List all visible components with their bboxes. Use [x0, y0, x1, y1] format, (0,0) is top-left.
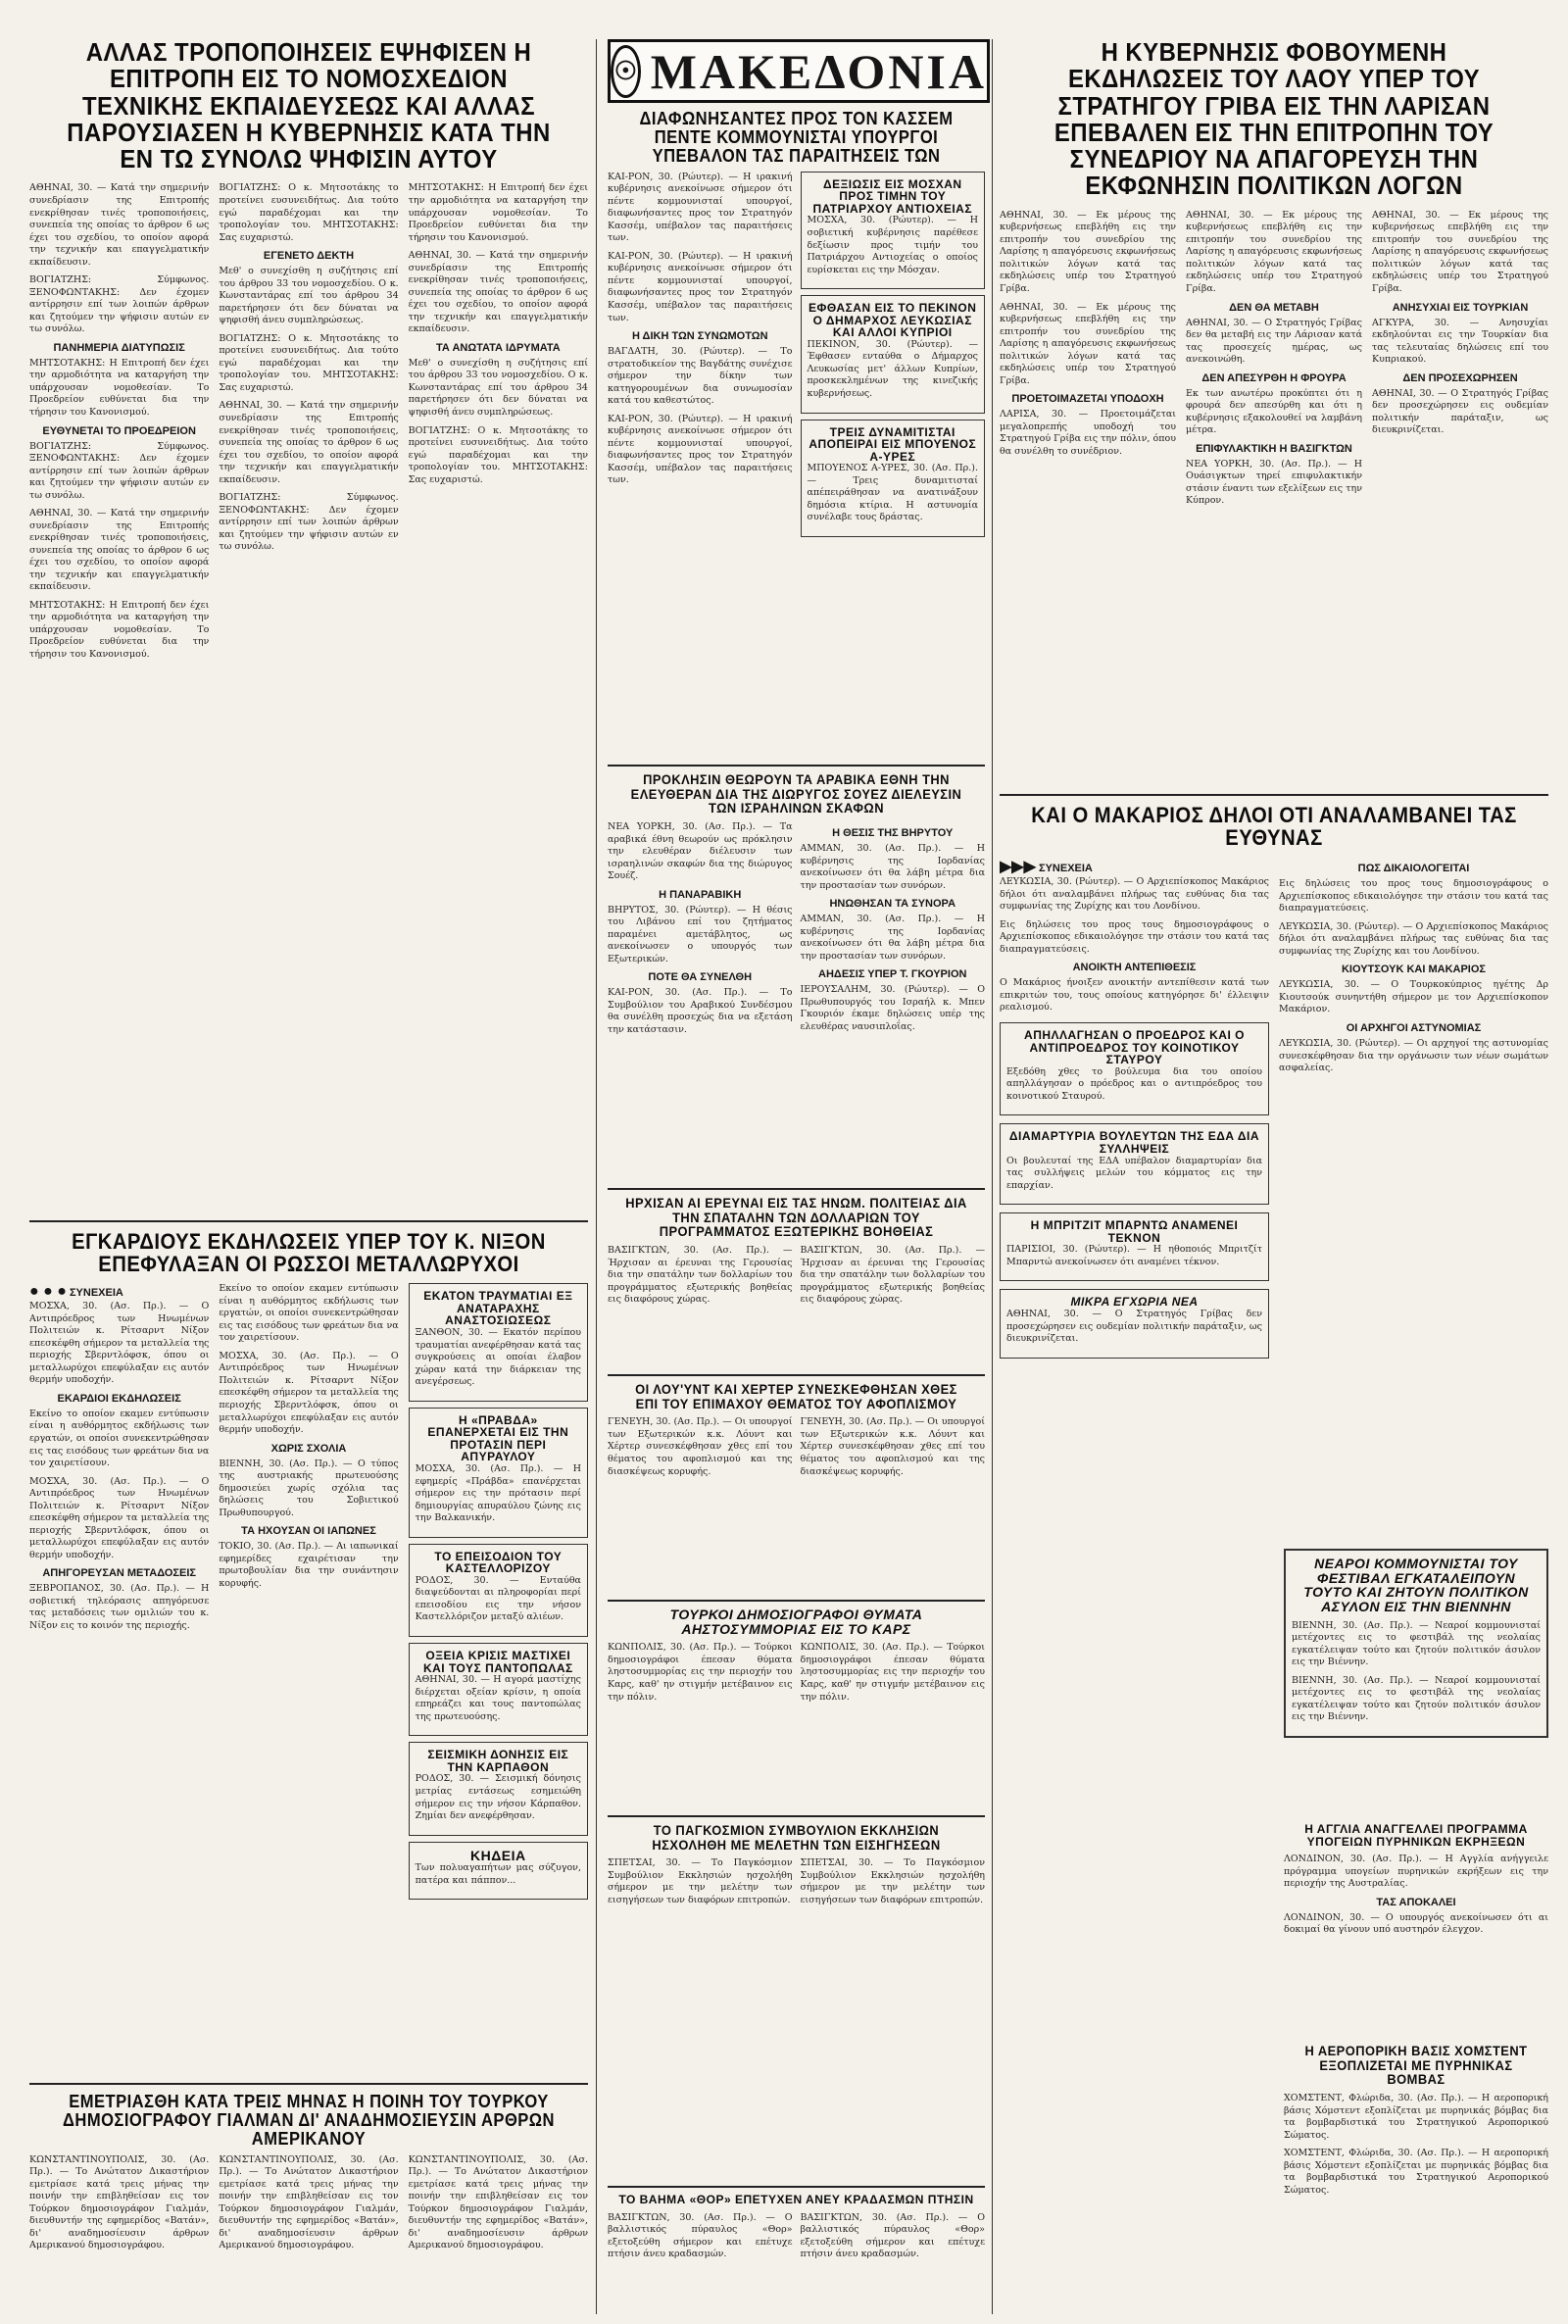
article-paragraph: ΒΟΓΙΑΤΖΗΣ: Ο κ. Μητσοτάκης το προτείνει ευσυνειδήτως. Δια τούτο εγώ παραδέχομαι και την τροπολογίαν του. ΜΗΤΣΟΤΑΚΗΣ: Σας ευχαριστώ. [219, 182, 399, 243]
article-paragraph: ΑΘΗΝΑΙ, 30. — Ο Στρατηγός Γρίβας δεν προσεχώρησεν εις ουδεμίαν πολιτικήν παράταξιν, ως διευκρινίζεται. [1372, 387, 1548, 436]
makarios-headline: ΚΑΙ Ο ΜΑΚΑΡΙΟΣ ΔΗΛΟΙ ΟΤΙ ΑΝΑΛΑΜΒΑΝΕΙ ΤΑΣ ΕΥΘΥΝΑΣ [1031, 803, 1517, 851]
article-paragraph: ΑΜΜΑΝ, 30. (Ασ. Πρ.). — Η κυβέρνησις της Ιορδανίας ανεκοίνωσεν ότι θα λάβη μέτρα δια την προστασίαν των συνόρων. [800, 843, 985, 891]
box-headline: ΕΚΑΤΟΝ ΤΡΑΥΜΑΤΙΑΙ ΕΞ ΑΝΑΤΑΡΑΧΗΣ ΑΝΑΣΤΟΣΙΩΣΕΩΣ [423, 1289, 573, 1328]
article-paragraph: ΒΑΣΙΓΚΤΩΝ, 30. (Ασ. Πρ.). — Ο βαλλιστικός πύραυλος «Θορ» εξετοξεύθη σήμερον και επέτυχε πτήσιν άνευ κραδασμών. [800, 2211, 985, 2260]
subhead: ΧΩΡΙΣ ΣΧΟΛΙΑ [270, 1442, 347, 1455]
article-paragraph: ΒΙΕΝΝΗ, 30. (Ασ. Πρ.). — Νεαροί κομμουνισταί μετέχοντες εις το φεστιβάλ της νεολαίας εγκατέλειψαν τούτο και ζητούν πολιτικόν άσυλον εις την Βιέννην. [1292, 1619, 1541, 1668]
article-paragraph: ΚΑΙ-ΡΟΝ, 30. (Ασ. Πρ.). — Το Συμβούλιον του Αραβικού Συνδέσμου θα συνέλθη προσεχώς δια να εξετάση την κατάστασιν. [608, 987, 793, 1035]
article-paragraph: ΓΕΝΕΥΗ, 30. (Ασ. Πρ.). — Οι υπουργοί των Εξωτερικών κ.κ. Λόυντ και Χέρτερ συνεσκέφθησαν χθες επί του θέματος του αφοπλισμού και της διασκέψεως κορυφής. [608, 1416, 793, 1477]
article-paragraph: ΑΘΗΝΑΙ, 30. — Κατά την σημερινήν συνεδρίασιν της Επιτροπής ενεκρίθησαν τινές τροποποιήσεις, συνεπεία της οποίας το άρθρον 6 ως έχει του σχεδίου, το οποίον αφορά την τεχνικήν και επαγγελματικήν εκπαίδευσιν. [219, 400, 399, 485]
article-paragraph: ΤΟΚΙΟ, 30. (Ασ. Πρ.). — Αι ιαπωνικαί εφημερίδες εχαιρέτισαν την πρωτοβουλίαν δια την συνάντησιν κορυφής. [219, 1541, 399, 1589]
article-paragraph: ΛΕΥΚΩΣΙΑ, 30. (Ρώυτερ). — Οι αρχηγοί της αστυνομίας συνεσκέφθησαν δια την οργάνωσιν των νέων σωμάτων ασφαλείας. [1279, 1037, 1548, 1074]
article-paragraph: ΒΟΓΙΑΤΖΗΣ: Σύμφωνος. ΞΕΝΟΦΩΝΤΑΚΗΣ: Δεν έχομεν αντίρρησιν επί των λοιπών άρθρων και ζητούμεν την ψήφισιν αυτών εν τω συνόλω. [29, 274, 210, 335]
makarios-story [1000, 804, 1548, 1359]
article-paragraph: Εις δηλώσεις του προς τους δημοσιογράφους ο Αρχιεπίσκοπος εδικαιολόγησε την στάσιν του κατά τας διαπραγματεύσεις. [1279, 878, 1548, 915]
article-paragraph: ΒΑΣΙΓΚΤΩΝ, 30. (Ασ. Πρ.). — Ήρχισαν αι έρευναι της Γερουσίας δια την σπατάλην των δολλαρίων του προγράμματος εξωτερικής βοηθείας εις διαφόρους χώρας. [608, 1245, 793, 1306]
subhead: ΠΩΣ ΔΙΚΑΙΟΛΟΓΕΙΤΑΙ [1357, 863, 1470, 875]
subhead: ΠΟΤΕ ΘΑ ΣΥΝΕΛΘΗ [648, 971, 753, 984]
article-paragraph: ΜΟΣΧΑ, 30. (Ασ. Πρ.). — Ο Αντιπρόεδρος των Ηνωμένων Πολιτειών κ. Ρίτσαρντ Νίξον επεσκέφθη σήμερον τα μεταλλεία της περιοχής Σβερντλόφσκ, όπου οι μεταλλωρύχοι επεφύλαξαν εις αυτόν θερμήν υποδοχήν. [29, 1301, 210, 1386]
iraq-headline: ΔΙΑΦΩΝΗΣΑΝΤΕΣ ΠΡΟΣ ΤΟΝ ΚΑΣΣΕΜ ΠΕΝΤΕ ΚΟΜΜΟΥΝΙΣΤΑΙ ΥΠΟΥΡΓΟΙ ΥΠΕΒΑΛΟΝ ΤΑΣ ΠΑΡΑΙΤΗΣΕΙΣ ΤΩΝ [639, 110, 954, 166]
box-headline: ΤΡΕΙΣ ΔΥΝΑΜΙΤΙΣΤΑΙ ΑΠΟΠΕΙΡΑΙ ΕΙΣ ΜΠΟΥΕΝΟΣ Α-ΥΡΕΣ [808, 424, 977, 464]
article-paragraph: ΑΘΗΝΑΙ, 30. — Η αγορά μαστίχης διέρχεται οξείαν κρίσιν, η οποία επηρεάζει και τους παντοπώλας της πρωτευούσης. [415, 1674, 581, 1722]
article-paragraph: ΛΕΥΚΩΣΙΑ, 30. — Ο Τουρκοκύπριος ηγέτης Δρ Κιουτσούκ συνηντήθη σήμερον με τον Αρχιεπίσκοπον Μακάριον. [1279, 979, 1548, 1015]
subhead: ΑΝΗΣΥΧΙΑΙ ΕΙΣ ΤΟΥΡΚΙΑΝ [1392, 301, 1529, 314]
masthead [608, 39, 990, 103]
article-paragraph: ΒΑΣΙΓΚΤΩΝ, 30. (Ασ. Πρ.). — Ήρχισαν αι έρευναι της Γερουσίας δια την σπατάλην των δολλαρίων του προγράμματος εξωτερικής βοηθείας εις διαφόρους χώρας. [800, 1245, 985, 1306]
article-paragraph: ΑΘΗΝΑΙ, 30. — Ο Στρατηγός Γρίβας δεν θα μεταβή εις την Λάρισαν κατά τας προσεχείς ημέρας, ως ανεκοινώθη. [1186, 317, 1362, 366]
article-paragraph: ΑΜΜΑΝ, 30. (Ασ. Πρ.). — Η κυβέρνησις της Ιορδανίας ανεκοίνωσεν ότι θα λάβη μέτρα δια την προστασίαν των συνόρων. [800, 914, 985, 962]
box-bardot [1000, 1212, 1269, 1281]
box-headline: ΑΠΗΛΛΑΓΗΣΑΝ Ο ΠΡΟΕΔΡΟΣ ΚΑΙ Ο ΑΝΤΙΠΡΟΕΔΡΟΣ ΤΟΥ ΚΟΙΝΟΤΙΚΟΥ ΣΤΑΥΡΟΥ [1024, 1027, 1245, 1067]
center-column [608, 110, 985, 2313]
box-headline: ΕΦΘΑΣΑΝ ΕΙΣ ΤΟ ΠΕΚΙΝΟΝ Ο ΔΗΜΑΡΧΟΣ ΛΕΥΚΩΣΙΑΣ ΚΑΙ ΑΛΛΟΙ ΚΥΠΡΙΟΙ [808, 301, 977, 340]
iraq-story [608, 110, 985, 537]
article-paragraph: ΠΑΡΙΣΙΟΙ, 30. (Ρώυτερ). — Η ηθοποιός Μπριτζίτ Μπαρντώ ανεκοίνωσεν ότι αναμένει τέκνον. [1006, 1244, 1262, 1267]
box-headline: ΜΙΚΡΑ ΕΓΧΩΡΙΑ ΝΕΑ [1070, 1295, 1199, 1310]
continued-arrows-icon: ▶▶▶ [1000, 859, 1036, 876]
aid-headline: ΗΡΧΙΣΑΝ ΑΙ ΕΡΕΥΝΑΙ ΕΙΣ ΤΑΣ ΗΝΩΜ. ΠΟΛΙΤΕΙΑΣ ΔΙΑ ΤΗΝ ΣΠΑΤΑΛΗΝ ΤΩΝ ΔΟΛΛΑΡΙΩΝ ΤΟΥ ΠΡΟΓΡΑΜΜΑΤΟΣ ΕΞΩΤΕΡΙΚΗΣ ΒΟΗΘΕΙΑΣ [625, 1195, 967, 1240]
subhead: Η ΠΑΝΑΡΑΒΙΚΗ [659, 888, 742, 901]
continued-label: ΣΥΝΕΧΕΙΑ [69, 1287, 123, 1300]
article-paragraph: ΑΘΗΝΑΙ, 30. — Εκ μέρους της κυβερνήσεως επεβλήθη εις την επιτροπήν του συνεδρίου της Λαρίσης η απαγόρευσις εκφωνήσεως πολιτικών λόγων κατά τας εκδηλώσεις υπέρ του Στρατηγού Γρίβα. [1000, 209, 1176, 294]
article-paragraph: ΚΩΝΠΟΛΙΣ, 30. (Ασ. Πρ.). — Τούρκοι δημοσιογράφοι έπεσαν θύματα ληστοσυμμορίας εις την περιοχήν του Καρς, καθ' ην στιγμήν μετέβαινον εις την πόλιν. [608, 1642, 793, 1703]
article-paragraph: Μεθ' ο συνεχίσθη η συζήτησις επί του άρθρου 33 του νομοσχεδίου. Ο κ. Κωνσταντάρας επί του άρθρου 34 παρετήρησεν ότι δεν δύναται να ψηφισθή άνευ συμπληρώσεως. [408, 357, 588, 418]
subhead: ΚΙΟΥΤΣΟΥΚ ΚΑΙ ΜΑΚΑΡΙΟΣ [1341, 964, 1487, 976]
article-paragraph: ΜΟΣΧΑ, 30. (Ασ. Πρ.). — Ο Αντιπρόεδρος των Ηνωμένων Πολιτειών κ. Ρίτσαρντ Νίξον επεσκέφθη σήμερον τα μεταλλεία της περιοχής Σβερντλόφσκ, όπου οι μεταλλωρύχοι επεφύλαξαν εις αυτόν θερμήν υποδοχήν. [219, 1350, 399, 1436]
homestead-headline: Η ΑΕΡΟΠΟΡΙΚΗ ΒΑΣΙΣ ΧΟΜΣΤΕΝΤ ΕΞΟΠΛΙΖΕΤΑΙ ΜΕ ΠΥΡΗΝΙΚΑΣ ΒΟΜΒΑΣ [1304, 2043, 1528, 2088]
yalman-headline: ΕΜΕΤΡΙΑΣΘΗ ΚΑΤΑ ΤΡΕΙΣ ΜΗΝΑΣ Η ΠΟΙΝΗ ΤΟΥ ΤΟΥΡΚΟΥ ΔΗΜΟΣΙΟΓΡΑΦΟΥ ΓΙΑΛΜΑΝ ΔΙ' ΑΝΑΔΗΜΟΣΙΕΥΣΙΝ ΑΡΘΡΩΝ ΑΜΕΡΙΚΑΝΟΥ [63, 2092, 555, 2149]
vienna-headline: ΝΕΑΡΟΙ ΚΟΜΜΟΥΝΙΣΤΑΙ ΤΟΥ ΦΕΣΤΙΒΑΛ ΕΓΚΑΤΑΛΕΙΠΟΥΝ ΤΟΥΤΟ ΚΑΙ ΖΗΤΟΥΝ ΠΟΛΙΤΙΚΟΝ ΑΣΥΛΟΝ ΕΙΣ ΤΗΝ ΒΙΕΝΝΗΝ [1303, 1556, 1529, 1615]
griva-headline: Η ΚΥΒΕΡΝΗΣΙΣ ΦΟΒΟΥΜΕΝΗ ΕΚΔΗΛΩΣΕΙΣ ΤΟΥ ΛΑΟΥ ΥΠΕΡ ΤΟΥ ΣΤΡΑΤΗΓΟΥ ΓΡΙΒΑ ΕΙΣ ΤΗΝ ΛΑΡΙΣΑΝ ΕΠΕΒΑΛΕΝ ΕΙΣ ΤΗΝ ΕΠΙΤΡΟΠΗΝ ΤΟΥ ΣΥΝΕΔΡΙΟΥ ΝΑ ΑΠΑΓΟΡΕΥΣΗ ΤΗΝ ΕΚΦΩΝΗΣΙΝ ΠΟΛΙΤΙΚΩΝ ΛΟΓΩΝ [1054, 39, 1494, 201]
section-divider [608, 1374, 985, 1376]
box-headline: ΤΟ ΕΠΕΙΣΟΔΙΟΝ ΤΟΥ ΚΑΣΤΕΛΛΟΡΙΖΟΥ [434, 1549, 563, 1576]
article-paragraph: ΜΗΤΣΟΤΑΚΗΣ: Η Επιτροπή δεν έχει την αρμοδιότητα να καταργήση την υπάρχουσαν νομοθεσίαν. Το Προεδρείον ευθύνεται δια την τήρησιν του Κανονισμού. [29, 357, 210, 418]
uk-nuclear-headline: Η ΑΓΓΛΙΑ ΑΝΑΓΓΕΛΛΕΙ ΠΡΟΓΡΑΜΜΑ ΥΠΟΓΕΙΩΝ ΠΥΡΗΝΙΚΩΝ ΕΚΡΗΞΕΩΝ [1304, 1822, 1528, 1849]
subhead: ΔΕΝ ΠΡΟΣΕΧΩΡΗΣΕΝ [1402, 371, 1518, 384]
subhead: ΤΑ ΑΝΩΤΑΤΑ ΙΔΡΥΜΑΤΑ [435, 341, 561, 354]
article-paragraph: ΚΩΝΣΤΑΝΤΙΝΟΥΠΟΛΙΣ, 30. (Ασ. Πρ.). — Το Ανώτατον Δικαστήριον εμετρίασε κατά τρεις μήνας την ποινήν την επιβληθείσαν εις τον Τούρκον δημοσιογράφον Γιαλμάν, διευθυντήν της εφημερίδος «Βατάν», δι' αναδημοσίευσιν άρθρων Αμερικανού δημοσιογράφου. [219, 2153, 399, 2251]
continued-label: ΣΥΝΕΧΕΙΑ [1038, 863, 1093, 875]
left-lead-headline: ΑΛΛΑΣ ΤΡΟΠΟΠΟΙΗΣΕΙΣ ΕΨΗΦΙΣΕΝ Η ΕΠΙΤΡΟΠΗ ΕΙΣ ΤΟ ΝΟΜΟΣΧΕΔΙΟΝ ΤΕΧΝΙΚΗΣ ΕΚΠΑΙΔΕΥΣΕΩΣ ΚΑΙ ΑΛΛΑΣ ΠΑΡΟΥΣΙΑΣΕΝ Η ΚΥΒΕΡΝΗΣΙΣ ΚΑΤΑ ΤΗΝ ΕΝ ΤΩ ΣΥΝΟΛΩ ΨΗΦΙΣΙΝ ΑΥΤΟΥ [67, 39, 551, 174]
article-paragraph: ΜΟΣΧΑ, 30. (Ασ. Πρ.). — Η εφημερίς «Πράβδα» επανέρχεται σήμερον εις την πρότασιν περί δημιουργίας απυραύλου ζώνης εις την Βαλκανικήν. [415, 1463, 581, 1524]
article-paragraph: Εξεδόθη χθες το βούλευμα δια του οποίου απηλλάγησαν ο πρόεδρος και ο αντιπρόεδρος του κοινοτικού Σταυρού. [1006, 1065, 1262, 1102]
article-paragraph: ΚΑΙ-ΡΟΝ, 30. (Ρώυτερ). — Η ιρακινή κυβέρνησις ανεκοίνωσε σήμερον ότι πέντε κομμουνισταί υπουργοί, διαφωνήσαντες προς τον Στρατηγόν Κασσέμ, υπέβαλον τας παραιτήσεις των. [608, 171, 793, 244]
section-divider [29, 1220, 588, 1222]
article-paragraph: Εις δηλώσεις του προς τους δημοσιογράφους ο Αρχιεπίσκοπος εδικαιολόγησε την στάσιν του κατά τας διαπραγματεύσεις. [1000, 918, 1269, 955]
subhead: ΟΙ ΑΡΧΗΓΟΙ ΑΣΤΥΝΟΜΙΑΣ [1346, 1021, 1482, 1034]
uk-nuclear-story [1284, 1823, 1548, 1943]
box-karpathos [409, 1742, 588, 1835]
article-paragraph: ΜΟΣΧΑ, 30. (Ρώυτερ). — Η σοβιετική κυβέρνησις παρέθεσε δεξίωσιν προς τιμήν του Πατριάρχου Αντιοχείας ο οποίος ευρίσκεται εις την Μόσχαν. [807, 215, 978, 275]
box-headline: ΚΗΔΕΙΑ [470, 1847, 526, 1863]
subhead: ΑΗΔΕΣΙΣ ΥΠΕΡ Τ. ΓΚΟΥΡΙΟΝ [818, 968, 967, 981]
section-divider [29, 2083, 588, 2085]
box-headline: ΣΕΙΣΜΙΚΗ ΔΟΝΗΣΙΣ ΕΙΣ ΤΗΝ ΚΑΡΠΑΘΟΝ [427, 1748, 569, 1774]
left-lead-body: ΑΘΗΝΑΙ, 30. — Κατά την σημερινήν συνεδρίασιν της Επιτροπής ενεκρίθησαν τινές τροποποιήσεις, συνεπεία της οποίας το άρθρον 6 ως έχει του σχεδίου, το οποίον αφορά την τεχνικήν και επαγγελματικήν εκπαίδευσιν. [29, 182, 210, 268]
article-paragraph: ΒΑΓΔΑΤΗ, 30. (Ρώυτερ). — Το στρατοδικείον της Βαγδάτης συνέχισε σήμερον την δίκην των κατηγορουμένων δια συνωμοσίαν κατά του καθεστώτος. [608, 346, 793, 407]
subhead: ΗΝΩΘΗΣΑΝ ΤΑ ΣΥΝΟΡΑ [829, 898, 956, 911]
subhead: Η ΘΕΣΙΣ ΤΗΣ ΒΗΡΥΤΟΥ [832, 827, 954, 840]
article-paragraph: ΡΟΔΟΣ, 30. — Σεισμική δόνησις μετρίας εντάσεως εσημειώθη σήμερον εις την νήσον Κάρπαθον. Ζημίαι δεν ανεφέρθησαν. [415, 1773, 581, 1822]
churches-headline: ΤΟ ΠΑΓΚΟΣΜΙΟΝ ΣΥΜΒΟΥΛΙΟΝ ΕΚΚΛΗΣΙΩΝ ΗΣΧΟΛΗΘΗ ΜΕ ΜΕΛΕΤΗΝ ΤΩΝ ΕΙΣΗΓΗΣΕΩΝ [652, 1822, 941, 1853]
box-wounded [409, 1283, 588, 1401]
article-paragraph: ΑΘΗΝΑΙ, 30. — Εκ μέρους της κυβερνήσεως επεβλήθη εις την επιτροπήν του συνεδρίου της Λαρίσης η απαγόρευσις εκφωνήσεως πολιτικών λόγων κατά τας εκδηλώσεις υπέρ του Στρατηγού Γρίβα. [1000, 301, 1176, 386]
box-funeral [409, 1842, 588, 1901]
article-paragraph: Μεθ' ο συνεχίσθη η συζήτησις επί του άρθρου 33 του νομοσχεδίου. Ο κ. Κωνσταντάρας επί του άρθρου 34 παρετήρησεν ότι δεν δύναται να ψηφισθή άνευ συμπληρώσεως. [219, 266, 399, 326]
box-kastellorizo [409, 1544, 588, 1637]
article-paragraph: ΣΠΕΤΣΑΙ, 30. — Το Παγκόσμιον Συμβούλιον Εκκλησιών ησχολήθη σήμερον με την μελέτην των εισηγήσεων των διαφόρων επιτροπών. [608, 1857, 793, 1905]
thor-story [608, 2194, 985, 2267]
article-paragraph: ΒΟΓΙΑΤΖΗΣ: Σύμφωνος. ΞΕΝΟΦΩΝΤΑΚΗΣ: Δεν έχομεν αντίρρησιν επί των λοιπών άρθρων και ζητούμεν την ψήφισιν αυτών εν τω συνόλω. [219, 492, 399, 553]
article-paragraph: ΑΘΗΝΑΙ, 30. — Κατά την σημερινήν συνεδρίασιν της Επιτροπής ενεκρίθησαν τινές τροποποιήσεις, συνεπεία της οποίας το άρθρον 6 ως έχει του σχεδίου, το οποίον αφορά την τεχνικήν και επαγγελματικήν εκπαίδευσιν. [408, 250, 588, 335]
box-acquitted [1000, 1022, 1269, 1115]
section-divider [608, 1600, 985, 1602]
article-paragraph: ΝΕΑ ΥΟΡΚΗ, 30. (Ασ. Πρ.). — Τα αραβικά έθνη θεωρούν ως πρόκλησιν την ελευθέραν διέλευσιν των ισραηλινών σκαφών δια της διώρυγος Σουέζ. [608, 821, 793, 882]
article-paragraph: ΒΙΕΝΝΗ, 30. (Ασ. Πρ.). — Νεαροί κομμουνισταί μετέχοντες εις το φεστιβάλ της νεολαίας εγκατέλειψαν τούτο και ζητούν πολιτικόν άσυλον εις την Βιέννην. [1292, 1674, 1541, 1723]
article-paragraph: ΛΕΥΚΩΣΙΑ, 30. (Ρώυτερ). — Ο Αρχιεπίσκοπος Μακάριος δήλοι ότι αναλαμβάνει πλήρως τας ευθύνας δια τας συμφωνίας της Ζυρίχης και του Λονδίνου. [1000, 876, 1269, 913]
box-headline: ΔΙΑΜΑΡΤΥΡΙΑ ΒΟΥΛΕΥΤΩΝ ΤΗΣ ΕΔΑ ΔΙΑ ΣΥΛΛΗΨΕΙΣ [1008, 1129, 1260, 1156]
article-paragraph: ΑΘΗΝΑΙ, 30. — Εκ μέρους της κυβερνήσεως επεβλήθη εις την επιτροπήν του συνεδρίου της Λαρίσης η απαγόρευσις εκφωνήσεως πολιτικών λόγων κατά τας εκδηλώσεις υπέρ του Στρατηγού Γρίβα. [1186, 209, 1362, 294]
article-paragraph: ΒΟΓΙΑΤΖΗΣ: Ο κ. Μητσοτάκης το προτείνει ευσυνειδήτως. Δια τούτο εγώ παραδέχομαι και την τροπολογίαν του. ΜΗΤΣΟΤΑΚΗΣ: Σας ευχαριστώ. [219, 332, 399, 393]
article-paragraph: ΙΕΡΟΥΣΑΛΗΜ, 30. (Ρώυτερ). — Ο Πρωθυπουργός του Ισραήλ κ. Μπεν Γκουριόν έκαμε δηλώσεις υπέρ της ελευθέρας ναυσιπλοΐας. [800, 984, 985, 1032]
homestead-story [1284, 2044, 1548, 2202]
subhead: ΤΑ ΗΧΟΥΣΑΝ ΟΙ ΙΑΠΩΝΕΣ [241, 1525, 376, 1538]
subhead: ΔΕΝ ΘΑ ΜΕΤΑΒΗ [1229, 301, 1319, 314]
section-divider [608, 2186, 985, 2188]
box-headline: Η ΜΠΡΙΤΖΙΤ ΜΠΑΡΝΤΩ ΑΝΑΜΕΝΕΙ ΤΕΚΝΟΝ [1030, 1218, 1239, 1245]
vienna-frame [1284, 1549, 1548, 1738]
article-paragraph: ΑΘΗΝΑΙ, 30. — Κατά την σημερινήν συνεδρίασιν της Επιτροπής ενεκρίθησαν τινές τροποποιήσεις, συνεπεία της οποίας το άρθρον 6 ως έχει του σχεδίου, το οποίον αφορά την τεχνικήν και επαγγελματικήν εκπαίδευσιν. [29, 508, 210, 593]
article-paragraph: ΑΘΗΝΑΙ, 30. — Εκ μέρους της κυβερνήσεως επεβλήθη εις την επιτροπήν του συνεδρίου της Λαρίσης η απαγόρευσις εκφωνήσεως πολιτικών λόγων κατά τας εκδηλώσεις υπέρ του Στρατηγού Γρίβα. [1372, 209, 1548, 294]
article-paragraph: ΑΘΗΝΑΙ, 30. — Ο Στρατηγός Γρίβας δεν προσεχώρησεν εις ουδεμίαν πολιτικήν παράταξιν, ως διευκρινίζεται. [1006, 1308, 1262, 1345]
article-paragraph: ΚΩΝΣΤΑΝΤΙΝΟΥΠΟΛΙΣ, 30. (Ασ. Πρ.). — Το Ανώτατον Δικαστήριον εμετρίασε κατά τρεις μήνας την ποινήν την επιβληθείσαν εις τον Τούρκον δημοσιογράφον Γιαλμάν, διευθυντήν της εφημερίδος «Βατάν», δι' αναδημοσίευσιν άρθρων Αμερικανού δημοσιογράφου. [408, 2153, 588, 2251]
left-lead-story [29, 39, 588, 668]
box-local-news [1000, 1289, 1269, 1358]
masthead-emblem-icon: ☉ [611, 45, 641, 98]
aid-story [608, 1196, 985, 1312]
suez-story [608, 772, 985, 1043]
article-paragraph: ΜΟΣΧΑ, 30. (Ασ. Πρ.). — Ο Αντιπρόεδρος των Ηνωμένων Πολιτειών κ. Ρίτσαρντ Νίξον επεσκέφθη σήμερον τα μεταλλεία της περιοχής Σβερντλόφσκ, όπου οι μεταλλωρύχοι επεφύλαξαν εις αυτόν θερμήν υποδοχήν. [29, 1475, 210, 1560]
article-paragraph: ΝΕΑ ΥΟΡΚΗ, 30. (Ασ. Πρ.). — Η Ουάσιγκτων τηρεί επιφυλακτικήν στάσιν έναντι των εξελίξεων εις την Κύπρον. [1186, 458, 1362, 507]
yalman-story [29, 2093, 588, 2258]
article-paragraph: Εκ των ανωτέρω προκύπτει ότι η φρουρά δεν απεσύρθη και ότι η κυβέρνησις εξακολουθεί να λαμβάνη μέτρα. [1186, 387, 1362, 436]
left-column [29, 39, 588, 2313]
column-rule-left [596, 39, 597, 2314]
section-divider [608, 1188, 985, 1190]
article-paragraph: ΛΟΝΔΙΝΟΝ, 30. — Ο υπουργός ανεκοίνωσεν ότι αι δοκιμαί θα γίνουν υπό αυστηρόν έλεγχον. [1284, 1911, 1548, 1936]
box-headline: ΔΕΞΙΩΣΙΣ ΕΙΣ ΜΟΣΧΑΝ ΠΡΟΣ ΤΙΜΗΝ ΤΟΥ ΠΑΤΡΙΑΡΧΟΥ ΑΝΤΙΟΧΕΙΑΣ [812, 176, 973, 216]
kars-story [608, 1607, 985, 1709]
article-paragraph: ΧΟΜΣΤΕΝΤ, Φλώριδα, 30. (Ασ. Πρ.). — Η αεροπορική βάσις Χόμστεντ εξοπλίζεται με πυρηνικάς βόμβας δια τα βομβαρδιστικά του Στρατηγικού Αεροπορικού Σώματος. [1284, 2093, 1548, 2141]
newspaper-name: ΜΑΚΕΔΟΝΙΑ [650, 43, 987, 99]
subhead: ΕΚΑΡΔΙΟΙ ΕΚΔΗΛΩΣΕΙΣ [57, 1392, 181, 1405]
article-paragraph: ΛΕΥΚΩΣΙΑ, 30. (Ρώυτερ). — Ο Αρχιεπίσκοπος Μακάριος δήλοι ότι αναλαμβάνει πλήρως τας ευθύνας δια τας συμφωνίας της Ζυρίχης και του Λονδίνου. [1279, 920, 1548, 957]
article-paragraph: ΒΗΡΥΤΟΣ, 30. (Ρώυτερ). — Η θέσις του Λιβάνου επί του ζητήματος παραμένει αμετάβλητος, ως ανεκοίνωσεν ο υπουργός των Εξωτερικών. [608, 904, 793, 964]
subhead: ΕΥΘΥΝΕΤΑΙ ΤΟ ΠΡΟΕΔΡΕΙΟΝ [42, 424, 196, 437]
article-paragraph: ΚΑΙ-ΡΟΝ, 30. (Ρώυτερ). — Η ιρακινή κυβέρνησις ανεκοίνωσε σήμερον ότι πέντε κομμουνισταί υπουργοί, διαφωνήσαντες προς τον Στρατηγόν Κασσέμ, υπέβαλον τας παραιτήσεις των. [608, 413, 793, 486]
article-paragraph: Ο Μακάριος ήνοιξεν ανοικτήν αντεπίθεσιν κατά των επικριτών του, τους οποίους κατηγόρησε δι' έλλειψιν ρεαλισμού. [1000, 977, 1269, 1014]
section-divider [1000, 794, 1548, 796]
box-headline: ΟΞΕΙΑ ΚΡΙΣΙΣ ΜΑΣΤΙΧΕΙ ΚΑΙ ΤΟΥΣ ΠΑΝΤΟΠΩΛΑΣ [422, 1648, 573, 1675]
article-paragraph: ΒΟΓΙΑΤΖΗΣ: Ο κ. Μητσοτάκης το προτείνει ευσυνειδήτως. Δια τούτο εγώ παραδέχομαι και την τροπολογίαν του. ΜΗΤΣΟΤΑΚΗΣ: Σας ευχαριστώ. [408, 424, 588, 485]
suez-headline: ΠΡΟΚΛΗΣΙΝ ΘΕΩΡΟΥΝ ΤΑ ΑΡΑΒΙΚΑ ΕΘΝΗ ΤΗΝ ΕΛΕΥΘΕΡΑΝ ΔΙΑ ΤΗΣ ΔΙΩΡΥΓΟΣ ΣΟΥΕΖ ΔΙΕΛΕΥΣΙΝ ΤΩΝ ΙΣΡΑΗΛΙΝΩΝ ΣΚΑΦΩΝ [630, 771, 962, 816]
subhead: ΕΠΙΦΥΛΑΚΤΙΚΗ Η ΒΑΣΙΓΚΤΩΝ [1196, 442, 1352, 455]
vienna-story [1284, 1549, 1548, 1738]
subhead: ΠΑΝΗΜΕΡΙΑ ΔΙΑΤΥΠΩΣΙΣ [53, 341, 185, 354]
griva-story [1000, 39, 1548, 514]
article-paragraph: ΞΑΝΘΟΝ, 30. — Εκατόν περίπου τραυματίαι ανεφέρθησαν κατά τας συγκρούσεις αι οποίαι έλαβον χώραν κατά την διάρκειαν της ανεγέρσεως. [415, 1326, 581, 1388]
box-eda [1000, 1123, 1269, 1205]
article-paragraph: ΒΑΣΙΓΚΤΩΝ, 30. (Ασ. Πρ.). — Ο βαλλιστικός πύραυλος «Θορ» εξετοξεύθη σήμερον και επέτυχε πτήσιν άνευ κραδασμών. [608, 2211, 793, 2260]
article-paragraph: ΜΗΤΣΟΤΑΚΗΣ: Η Επιτροπή δεν έχει την αρμοδιότητα να καταργήση την υπάρχουσαν νομοθεσίαν. Το Προεδρείον ευθύνεται δια την τήρησιν του Κανονισμού. [29, 599, 210, 661]
box-headline: Η «ΠΡΑΒΔΑ» ΕΠΑΝΕΡΧΕΤΑΙ ΕΙΣ ΤΗΝ ΠΡΟΤΑΣΙΝ ΠΕΡΙ ΑΠΥΡΑΥΛΟΥ [427, 1412, 569, 1464]
disarmament-headline: ΟΙ ΛΟΥ'ΥΝΤ ΚΑΙ ΧΕΡΤΕΡ ΣΥΝΕΣΚΕΦΘΗΣΑΝ ΧΘΕΣ ΕΠΙ ΤΟΥ ΕΠΙΜΑΧΟΥ ΘΕΜΑΤΟΣ ΤΟΥ ΑΦΟΠΛΙΣΜΟΥ [635, 1381, 957, 1411]
subhead: ΕΓΕΝΕΤΟ ΔΕΚΤΗ [263, 250, 355, 263]
subhead: ΑΝΟΙΚΤΗ ΑΝΤΕΠΙΘΕΣΙΣ [1072, 962, 1197, 974]
article-paragraph: ΧΟΜΣΤΕΝΤ, Φλώριδα, 30. (Ασ. Πρ.). — Η αεροπορική βάσις Χόμστεντ εξοπλίζεται με πυρηνικάς βόμβας δια τα βομβαρδιστικά του Στρατηγικού Αεροπορικού Σώματος. [1284, 2148, 1548, 2196]
article-paragraph: ΛΑΡΙΣΑ, 30. — Προετοιμάζεται μεγαλοπρεπής υποδοχή του Στρατηγού Γρίβα εις την πόλιν, όπου θα συνέλθη το συνέδριον. [1000, 409, 1176, 457]
article-paragraph: ΜΠΟΥΕΝΟΣ Α-ΥΡΕΣ, 30. (Ασ. Πρ.). — Τρεις δυναμιτισταί απέπειράθησαν να ανατινάξουν δημόσια κτίρια. Η αστυνομία συνέλαβε τους δράστας. [807, 463, 978, 523]
nixon-headline: ΕΓΚΑΡΔΙΟΥΣ ΕΚΔΗΛΩΣΕΙΣ ΥΠΕΡ ΤΟΥ Κ. ΝΙΞΟΝ ΕΠΕΦΥΛΑΞΑΝ ΟΙ ΡΩΣΣΟΙ ΜΕΤΑΛΛΩΡΥΧΟΙ [72, 1229, 546, 1277]
section-divider [608, 1815, 985, 1817]
right-column [1000, 39, 1548, 2313]
section-divider [608, 765, 985, 766]
article-paragraph: ΠΕΚΙΝΟΝ, 30. (Ρώυτερ). — Έφθασεν ενταύθα ο Δήμαρχος Λευκωσίας μετ' άλλων Κυπρίων, προσκεκλημένων της κινεζικής κυβερνήσεως. [807, 338, 978, 400]
subhead: Η ΔΙΚΗ ΤΩΝ ΣΥΝΩΜΟΤΩΝ [631, 330, 768, 343]
article-paragraph: ΑΓΚΥΡΑ, 30. — Ανησυχίαι εκδηλούνται εις την Τουρκίαν δια τας τελευταίας δηλώσεις επί του Κυπριακού. [1372, 317, 1548, 366]
disarmament-story [608, 1382, 985, 1484]
continued-arrows-icon: ● ● ● [29, 1283, 67, 1301]
article-paragraph: ΚΑΙ-ΡΟΝ, 30. (Ρώυτερ). — Η ιρακινή κυβέρνησις ανεκοίνωσε σήμερον ότι πέντε κομμουνισταί υπουργοί, διαφωνήσαντες προς τον Στρατηγόν Κασσέμ, υπέβαλον τας παραιτήσεις των. [608, 250, 793, 323]
article-paragraph: ΚΩΝΠΟΛΙΣ, 30. (Ασ. Πρ.). — Τούρκοι δημοσιογράφοι έπεσαν θύματα ληστοσυμμορίας εις την περιοχήν του Καρς, καθ' ην στιγμήν μετέβαινον εις την πόλιν. [800, 1642, 985, 1703]
article-paragraph: Εκείνο το οποίον εκαμεν εντύπωσιν είναι η αυθόρμητος εκδήλωσις των εργατών, οι οποίοι συνεκεντρώθησαν εις τας εισόδους των φρεάτων δια να τον χαιρετίσουν. [219, 1283, 399, 1344]
article-paragraph: ΞΕΒΡΟΠΑΝΟΣ, 30. (Ασ. Πρ.). — Η σοβιετική τηλεόρασις απηγόρευσε τας μεταδόσεις των ομιλιών του κ. Νίξον εις το κοινόν της περιοχής. [29, 1583, 210, 1631]
nixon-story [29, 1230, 588, 1900]
article-paragraph: Των πολυαγαπήτων μας σύζυγον, πατέρα και πάππον... [415, 1862, 581, 1886]
subhead: ΤΑΣ ΑΠΟΚΑΛΕΙ [1376, 1896, 1456, 1908]
kars-headline: ΤΟΥΡΚΟΙ ΔΗΜΟΣΙΟΓΡΑΦΟΙ ΘΥΜΑΤΑ ΑΗΣΤΟΣΥΜΜΟΡΙΑΣ ΕΙΣ ΤΟ ΚΑΡΣ [669, 1607, 923, 1637]
article-paragraph: ΒΙΕΝΝΗ, 30. (Ασ. Πρ.). — Ο τύπος της αυστριακής πρωτευούσης δημοσιεύει χωρίς σχόλια τας δηλώσεις του Σοβιετικού Πρωθυπουργού. [219, 1458, 399, 1518]
thor-headline: ΤΟ ΒΑΗΜΑ «ΘΟΡ» ΕΠΕΤΥΧΕΝ ΑΝΕΥ ΚΡΑΔΑΣΜΩΝ ΠΤΗΣΙΝ [618, 2193, 974, 2206]
box-buenos-aires [801, 420, 986, 537]
box-antioch [801, 172, 986, 289]
subhead: ΔΕΝ ΑΠΕΣΥΡΘΗ Η ΦΡΟΥΡΑ [1201, 371, 1347, 384]
article-paragraph: ΡΟΔΟΣ, 30. — Ενταύθα διαψεύδονται αι πληροφορίαι περί επεισοδίου εις την νήσον Καστελλόριζον μεταξύ αλιέων. [415, 1574, 581, 1623]
article-paragraph: Εκείνο το οποίον εκαμεν εντύπωσιν είναι η αυθόρμητος εκδήλωσις των εργατών, οι οποίοι συνεκεντρώθησαν εις τας εισόδους των φρεάτων δια να τον χαιρετίσουν. [29, 1408, 210, 1469]
column-rule-right [992, 39, 993, 2314]
article-paragraph: ΒΟΓΙΑΤΖΗΣ: Σύμφωνος. ΞΕΝΟΦΩΝΤΑΚΗΣ: Δεν έχομεν αντίρρησιν επί των λοιπών άρθρων και ζητούμεν την ψήφισιν αυτών εν τω συνόλω. [29, 440, 210, 501]
article-paragraph: Οι βουλευταί της ΕΔΑ υπέβαλον διαμαρτυρίαν δια τας συλλήψεις μελών του κόμματος εις την επαρχίαν. [1006, 1155, 1262, 1191]
article-paragraph: ΓΕΝΕΥΗ, 30. (Ασ. Πρ.). — Οι υπουργοί των Εξωτερικών κ.κ. Λόυντ και Χέρτερ συνεσκέφθησαν χθες επί του θέματος του αφοπλισμού και της διασκέψεως κορυφής. [800, 1416, 985, 1477]
churches-story [608, 1823, 985, 1913]
article-paragraph: ΣΠΕΤΣΑΙ, 30. — Το Παγκόσμιον Συμβούλιον Εκκλησιών ησχολήθη σήμερον με την μελέτην των εισηγήσεων των διαφόρων επιτροπών. [800, 1857, 985, 1905]
article-paragraph: ΜΗΤΣΟΤΑΚΗΣ: Η Επιτροπή δεν έχει την αρμοδιότητα να καταργήση την υπάρχουσαν νομοθεσίαν. Το Προεδρείον ευθύνεται δια την τήρησιν του Κανονισμού. [408, 182, 588, 243]
box-peking [801, 295, 986, 413]
article-paragraph: ΛΟΝΔΙΝΟΝ, 30. (Ασ. Πρ.). — Η Αγγλία ανήγγειλε πρόγραμμα υπογείων πυρηνικών εκρήξεων εις την περιοχήν της Αυστραλίας. [1284, 1854, 1548, 1890]
box-pravda [409, 1408, 588, 1538]
box-mastic [409, 1643, 588, 1736]
subhead: ΑΠΗΓΟΡΕΥΣΑΝ ΜΕΤΑΔΟΣΕΙΣ [42, 1567, 196, 1580]
article-paragraph: ΚΩΝΣΤΑΝΤΙΝΟΥΠΟΛΙΣ, 30. (Ασ. Πρ.). — Το Ανώτατον Δικαστήριον εμετρίασε κατά τρεις μήνας την ποινήν την επιβληθείσαν εις τον Τούρκον δημοσιογράφον Γιαλμάν, διευθυντήν της εφημερίδος «Βατάν», δι' αναδημοσίευσιν άρθρων Αμερικανού δημοσιογράφου. [29, 2153, 210, 2251]
subhead: ΠΡΟΕΤΟΙΜΑΖΕΤΑΙ ΥΠΟΔΟΧΗ [1011, 393, 1164, 406]
